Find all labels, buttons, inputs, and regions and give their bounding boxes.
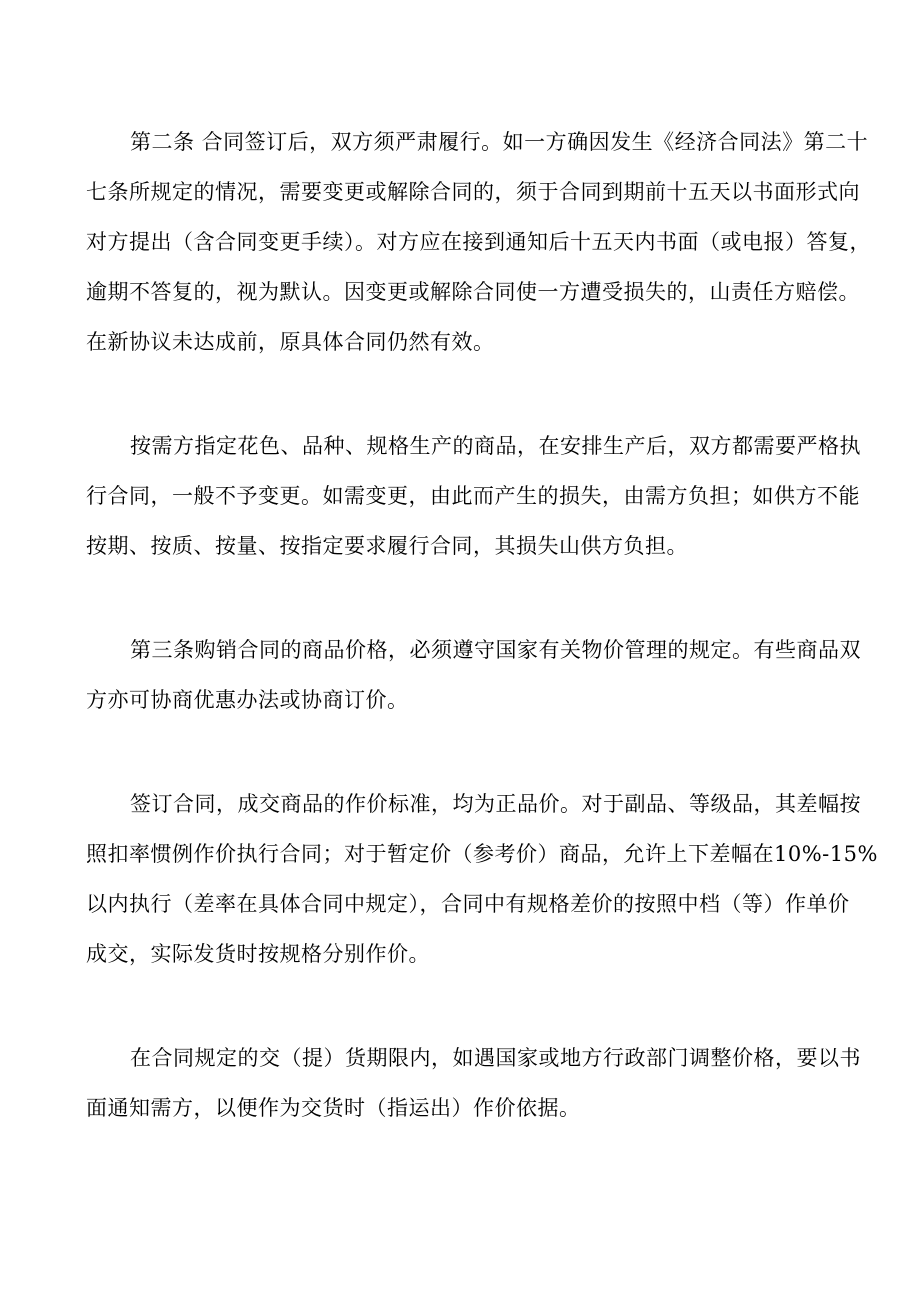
- paragraph: [86, 625, 861, 725]
- text-line: 照扣率惯例作价执行合同；对于暂定价（参考价）商品，允许上下差幅在10%-15%: [86, 842, 878, 866]
- text-line: 以内执行（差率在具体合同中规定），合同中有规格差价的按照中档（等）作单价: [86, 892, 850, 916]
- paragraph: [86, 117, 871, 367]
- text-line: 第三条购销合同的商品价格，必须遵守国家有关物价管理的规定。有些商品双: [130, 638, 861, 662]
- text-line: 签订合同，成交商品的作价标准，均为正品价。对于副品、等级品，其差幅按: [130, 792, 861, 816]
- text-line: 第二条 合同签订后，双方须严肃履行。如一方确因发生《经济合同法》第二十: [130, 130, 869, 154]
- text-line: 行合同，一般不予变更。如需变更，由此而产生的损失，由需方负担；如供方不能: [86, 484, 860, 508]
- text-line: 在合同规定的交（提）货期限内，如遇国家或地方行政部门调整价格，要以书: [130, 1046, 861, 1070]
- text-line: 方亦可协商优惠办法或协商订价。: [86, 688, 409, 712]
- text-line: 按期、按质、按量、按指定要求履行合同，其损失山供方负担。: [86, 534, 688, 558]
- paragraph: [86, 779, 878, 979]
- text-line: 按需方指定花色、品种、规格生产的商品，在安排生产后，双方都需要严格执: [130, 434, 861, 458]
- paragraph: [86, 421, 861, 571]
- text-line: 逾期不答复的，视为默认。因变更或解除合同使一方遭受损失的，山责任方赔偿。: [86, 280, 860, 304]
- text-line: 七条所规定的情况，需要变更或解除合同的，须于合同到期前十五天以书面形式向: [86, 180, 860, 204]
- text-line: 成交，实际发货时按规格分别作价。: [86, 942, 430, 966]
- document-body: [86, 117, 878, 1133]
- text-line: 在新协议未达成前，原具体合同仍然有效。: [86, 330, 495, 354]
- text-line: 面通知需方，以便作为交货时（指运出）作价依据。: [86, 1096, 581, 1120]
- text-line: 对方提出（含合同变更手续）。对方应在接到通知后十五天内书面（或电报）答复，: [86, 230, 871, 254]
- paragraph: [86, 1033, 861, 1133]
